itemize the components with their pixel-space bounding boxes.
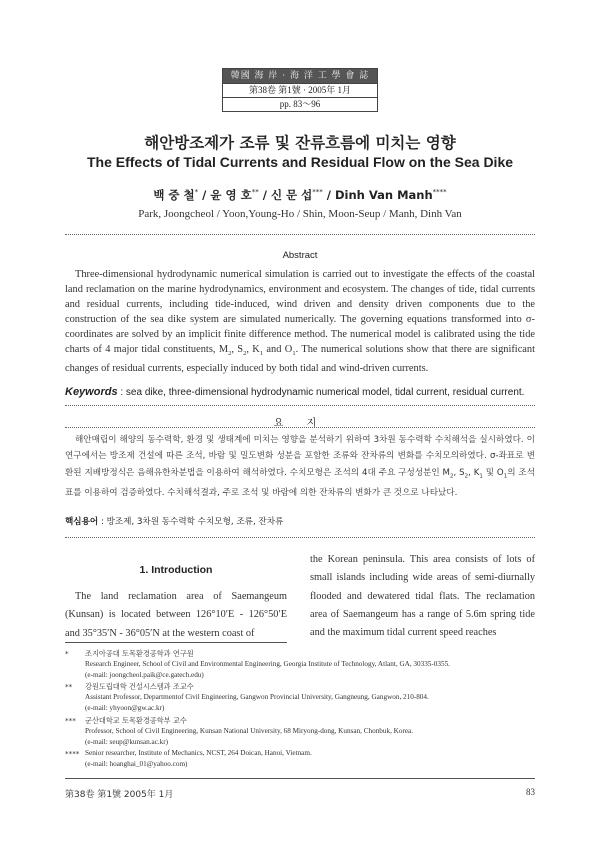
footnotes (65, 648, 535, 770)
footnote-2: ** 강원도립대학 건설시스템과 조교수 Assistant Professor, Departmentof Civil Engineering, Gangwon Provincial University, Gangneung, Gangwon, 210-804. (e-mail: yhyoon@gw.ac.kr) (65, 682, 429, 713)
yoji-keywords-label: 핵심용어 (65, 517, 99, 527)
author-2-name: 윤 영 호 (210, 188, 252, 202)
sigma-symbol-ko: σ (489, 451, 496, 462)
author-4-mark: **** (432, 188, 447, 197)
author-1-name: 백 중 철 (153, 188, 195, 202)
author-3-name: 신 문 섭 (270, 188, 313, 202)
title-english: The Effects of Tidal Currents and Residual Flow on the Sea Dike (86, 154, 514, 170)
divider-top (65, 234, 535, 235)
footnote-3: *** 군산대학교 토목환경공학부 교수 Professor, School of Civil Engineering, Kunsan National University, 68 Miryong-dong, Kunsan, Chonbuk, Korea. (e-mail: seup@kunsan.ac.kr) (65, 715, 414, 746)
intro-left-column: The land reclamation area of Saemangeum (Kunsan) is located between 126°10′E - 126°50′E and 35°35′N - 36°05′N at the western coast of (65, 591, 287, 639)
journal-volume: 第38卷 第1號 · 2005年 1月 (223, 83, 377, 97)
footnote-1: * 조지아공대 토목환경공학과 연구원 Research Engineer, School of Civil and Environmental Engineering, Georgia Institute of Technology, Atlant, GA, 30335-0355. (e-mail: joongcheol.paik@ce.gatech.edu) (65, 649, 450, 680)
yoji-keywords-text: 방조제, 3차원 동수력학 수치모형, 조류, 잔차류 (106, 517, 284, 527)
footer-rule (65, 778, 535, 779)
author-2-mark: ** (251, 188, 259, 197)
divider-yoji (65, 427, 535, 428)
sigma-symbol: σ (525, 313, 532, 325)
author-4-name: Dinh Van Manh (335, 188, 433, 202)
divider-abstract (65, 405, 535, 406)
intro-heading: 1. Introduction (139, 564, 213, 576)
title-korean: 해안방조제가 조류 및 잔류흐름에 미치는 영향 (144, 134, 456, 152)
footer-journal-info: 第38卷 第1號 2005年 1月 (65, 790, 174, 800)
abstract-heading: Abstract (282, 250, 318, 261)
yoji-keywords-line: 핵심용어 : 방조제, 3차원 동수력학 수치모형, 조류, 잔차류 (65, 517, 284, 527)
abstract-body: Three-dimensional hydrodynamic numerical simulation is carried out to investigate the effects of the coastal land reclamation on the marine hydrodynamics, environment and ecosystem. The changes of tide, tidal currents and residual currents, including tide-induced, wind driven and density driven components due to the construction of the sea dike system are simulated numerically. The governing equations transformed into σ-coordinates are solved by an implicit finite difference method. The numerical model is calibrated using the tide charts of 4 major tidal constituents, $M_2$, $S_2$, $K_1$ and $O_1$. The numerical solutions show that there are significant changes of residual currents, especially induced by both tidal and wind-driven currents. (65, 269, 535, 374)
author-1-mark: * (194, 188, 199, 197)
journal-pages: pp. 83～96 (223, 97, 377, 111)
journal-header-box (222, 68, 378, 112)
authors-korean: 백 중 철* / 윤 영 호** / 신 문 섭*** / Dinh Van Manh**** (153, 188, 447, 202)
yoji-heading: 요 지 (273, 418, 327, 429)
footnote-4: **** Senior researcher, Institute of Mechanics, NCST, 264 Doican, Hanoi, Vietnam. (e-mail: hoanghai_01@yahoo.com) (65, 748, 312, 768)
journal-name: 韓國 海 岸 · 海 洋 工 學 會 誌 (223, 69, 377, 83)
keywords-label: Keywords (65, 386, 118, 398)
yoji-body: 해안매립이 해양의 동수력학, 환경 및 생태계에 미치는 영향을 분석하기 위하여 3차원 동수력학 수치해석을 실시하였다. 이 연구에서는 방조제 건설에 따른 조석, 바람 및 밀도변화 성분을 포함한 조류와 잔차류의 변화를 수치모의하였다. σ-좌표로 변환된 지배방정식은 음해유한차분법을 이용하여 해석하였다. 수치모형은 조석의 4대 주요 구성성분인 $M_2$, $S_2$, $K_1$ 및 $O_1$의 조석표를 이용하여 검증하였다. 수치해석결과, 주로 조석 및 바람에 의한 잔차류의 변화가 큰 것으로 나타났다. (65, 435, 536, 498)
keywords-text: sea dike, three-dimensional hydrodynamic numerical model, tidal current, residual current. (125, 387, 525, 398)
page-number: 83 (526, 787, 535, 797)
author-3-mark: *** (312, 188, 323, 197)
keywords-line: Keywords : sea dike, three-dimensional hydrodynamic numerical model, tidal current, residual current. (65, 386, 525, 398)
footnote-rule (65, 642, 287, 643)
authors-english: Park, Joongcheol / Yoon,Young-Ho / Shin, Moon-Seup / Manh, Dinh Van (138, 208, 462, 220)
divider-yoji-bottom (65, 537, 535, 538)
intro-right-column: the Korean peninsula. This area consists of lots of small islands including wide areas of semi-diurnally flooded and dewatered tidal flats. The reclamation area of Saemangeum has a range of 5.6m spring tide and the maximum tidal current speed reaches (310, 554, 535, 639)
